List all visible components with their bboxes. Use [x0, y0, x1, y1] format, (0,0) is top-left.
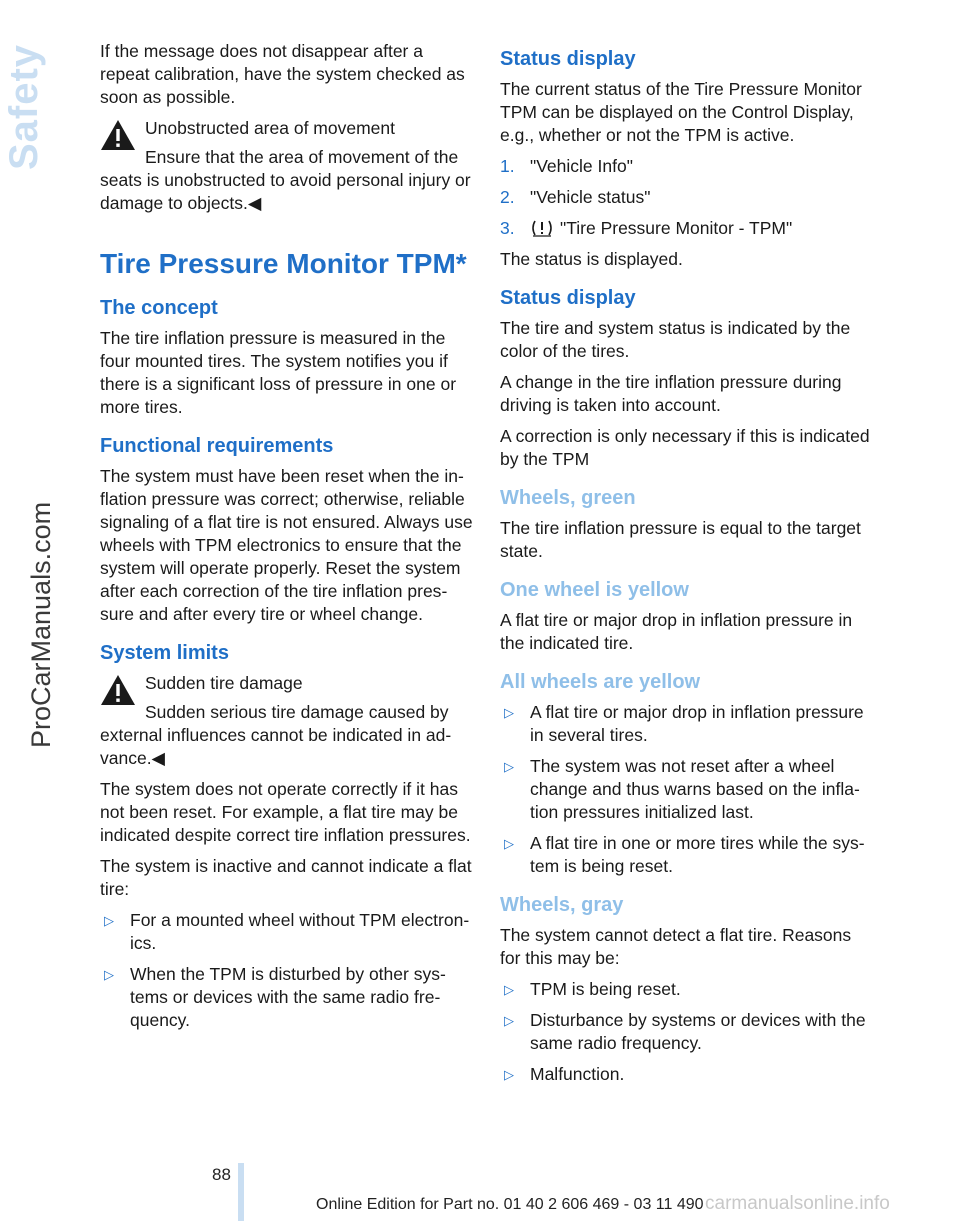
list-item: ▷ For a mounted wheel without TPM electronics. [104, 910, 470, 953]
all-wheels-yellow-list [500, 701, 875, 878]
list-item: 1. "Vehicle Info" [500, 156, 633, 176]
warning-box-tire-damage [100, 672, 475, 770]
list-item: ▷ When the TPM is disturbed by other systems or devices with the same radio frequency. [104, 964, 446, 1030]
wheels-green-heading: Wheels, green [500, 487, 636, 509]
warning-title: Sudden tire damage [145, 673, 303, 693]
bullet-triangle-icon: ▷ [504, 1013, 514, 1028]
warning-box-movement [100, 117, 475, 215]
tpm-warning-icon [530, 219, 554, 237]
wheels-gray-heading: Wheels, gray [500, 894, 624, 916]
list-item: ▷ Disturbance by systems or devices with the same radio frequency. [504, 1010, 866, 1053]
bullet-triangle-icon: ▷ [504, 982, 514, 997]
list-item: ▷ A flat tire in one or more tires while the system is being reset. [504, 833, 865, 876]
warning-text-rest: external influences cannot be indicated in advance.◀ [100, 725, 452, 768]
status-paragraph-3: A correction is only necessary if this is indicated by the TPM [500, 426, 870, 469]
list-item: ▷ A flat tire or major drop in inflation pressure in several tires. [504, 702, 864, 745]
list-item: 2. "Vehicle status" [500, 187, 651, 207]
warning-text-first-line: Sudden serious tire damage caused by [145, 702, 449, 722]
warning-text-rest: seats is unobstructed to avoid personal injury or damage to objects.◀ [100, 170, 471, 213]
status-display-heading-2: Status display [500, 287, 636, 309]
functional-requirements-heading: Functional requirements [100, 435, 334, 457]
warning-text-first-line: Ensure that the area of movement of the [145, 147, 459, 167]
status-display-paragraph: The current status of the Tire Pressure Monitor TPM can be displayed on the Control Display, e.g., whether or not the TPM is active. [500, 79, 862, 145]
wheels-green-paragraph: The tire inflation pressure is equal to the target state. [500, 518, 861, 561]
status-result-paragraph: The status is displayed. [500, 249, 683, 269]
status-display-heading: Status display [500, 48, 636, 70]
list-item: ▷ Malfunction. [504, 1064, 625, 1084]
right-column [500, 40, 875, 1094]
section-tab-label: Safety [2, 43, 46, 170]
list-item: 3. "Tire Pressure Monitor - TPM" [500, 218, 793, 238]
wheels-gray-paragraph: The system cannot detect a flat tire. Reasons for this may be: [500, 925, 852, 968]
site-watermark-vertical: ProCarManuals.com [26, 501, 56, 748]
footer-divider [238, 1163, 244, 1221]
functional-requirements-paragraph: The system must have been reset when the inflation pressure was correct; otherwise, reliable signaling of a flat tire is not ensured. Always use wheels with TPM electronics to ensure that the system will operate properly. Reset the system after each correction of the tire inflation pressure and after every tire or wheel change. [100, 466, 473, 624]
status-paragraph-2: A change in the tire inflation pressure during driving is taken into account. [500, 372, 842, 415]
system-limits-list [100, 909, 475, 1032]
main-heading: Tire Pressure Monitor TPM* [100, 248, 467, 279]
status-paragraph-1: The tire and system status is indicated by the color of the tires. [500, 318, 851, 361]
intro-paragraph: If the message does not disappear after a repeat calibration, have the system checked as soon as possible. [100, 41, 465, 107]
concept-paragraph: The tire inflation pressure is measured in the four mounted tires. The system notifies you if there is a significant loss of pressure in one or more tires. [100, 328, 457, 417]
bullet-triangle-icon: ▷ [504, 705, 514, 720]
bullet-triangle-icon: ▷ [504, 1067, 514, 1082]
one-wheel-yellow-paragraph: A flat tire or major drop in inflation pressure in the indicated tire. [500, 610, 853, 653]
edition-text: Online Edition for Part no. 01 40 2 606 469 - 03 11 490 [316, 1196, 704, 1213]
system-limits-paragraph-1: The system does not operate correctly if it has not been reset. For example, a flat tire may be indicated despite correct tire inflation pressures. [100, 779, 471, 845]
wheels-gray-list [500, 978, 875, 1086]
bullet-triangle-icon: ▷ [104, 913, 114, 928]
status-steps-list [500, 155, 875, 240]
system-limits-paragraph-2: The system is inactive and cannot indicate a flat tire: [100, 856, 472, 899]
concept-heading: The concept [100, 297, 218, 319]
warning-title: Unobstructed area of movement [145, 118, 395, 138]
system-limits-heading: System limits [100, 642, 229, 664]
page-number: 88 [212, 1165, 231, 1184]
one-wheel-yellow-heading: One wheel is yellow [500, 579, 689, 601]
list-item: ▷ TPM is being reset. [504, 979, 681, 999]
warning-triangle-icon [100, 119, 136, 151]
all-wheels-yellow-heading: All wheels are yellow [500, 671, 701, 693]
list-item: ▷ The system was not reset after a wheel change and thus warns based on the inflation pressures initialized last. [504, 756, 860, 822]
bullet-triangle-icon: ▷ [504, 759, 514, 774]
watermark-text: carmanualsonline.info [705, 1193, 890, 1214]
bullet-triangle-icon: ▷ [104, 967, 114, 982]
warning-triangle-icon [100, 674, 136, 706]
left-column [100, 40, 475, 1040]
bullet-triangle-icon: ▷ [504, 836, 514, 851]
